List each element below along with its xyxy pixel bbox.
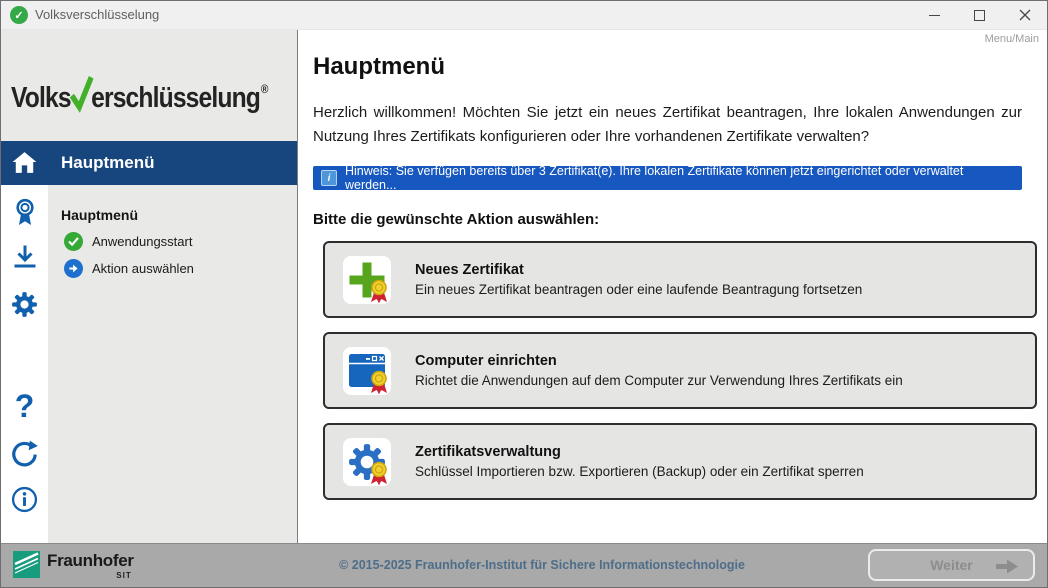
hint-info-icon: i (321, 170, 337, 186)
arrow-right-icon (995, 558, 1020, 575)
check-circle-icon (64, 232, 83, 251)
sidebar-header[interactable] (1, 141, 297, 185)
tree-item-aktion-auswaehlen[interactable] (64, 259, 194, 278)
logo-text-1: Volks (11, 82, 71, 114)
fraunhofer-logo-icon (13, 551, 40, 578)
settings-gear-icon[interactable] (1, 290, 48, 319)
titlebar (1, 1, 1047, 30)
arrow-circle-icon (64, 259, 83, 278)
seal-ribbon-icon (369, 461, 389, 486)
action-neues-zertifikat[interactable] (323, 241, 1037, 318)
hint-text: Hinweis: Sie verfügen bereits über 3 Zertifikat(e). Ihre lokalen Zertifikate können jetzt eingerichtet oder verwaltet werden... (345, 164, 964, 192)
page-title: Hauptmenü (313, 53, 445, 80)
seal-ribbon-icon (369, 370, 389, 395)
hint-banner (313, 166, 1022, 190)
info-icon[interactable] (1, 486, 48, 513)
window-title: Volksverschlüsselung (35, 7, 160, 22)
copyright-text: © 2015-2025 Fraunhofer-Institut für Sichere Informationstechnologie (339, 558, 745, 572)
certificate-gear-icon (343, 438, 391, 486)
app-logo (11, 73, 268, 121)
close-button[interactable] (1002, 1, 1047, 29)
action-text (415, 353, 903, 388)
minimize-icon (929, 15, 940, 16)
tree-title: Hauptmenü (61, 207, 138, 223)
sidebar-header-label: Hauptmenü (61, 153, 155, 172)
computer-window-icon (343, 347, 391, 395)
action-computer-einrichten[interactable] (323, 332, 1037, 409)
close-icon (1019, 9, 1031, 21)
action-text (415, 262, 862, 297)
action-title: Neues Zertifikat (415, 262, 524, 278)
icon-rail (1, 185, 48, 545)
maximize-icon (974, 10, 985, 21)
action-title: Computer einrichten (415, 353, 557, 369)
action-description: Richtet die Anwendungen auf dem Computer zur Verwendung Ihres Zertifikats ein (415, 373, 903, 388)
brand-sub: SIT (116, 571, 132, 580)
brand-name: Fraunhofer (47, 551, 134, 570)
tree-item-anwendungsstart[interactable] (64, 232, 192, 251)
breadcrumb: Menu/Main (984, 33, 1039, 45)
logo-registered-mark: ® (260, 82, 269, 96)
tree-item-label: Anwendungsstart (92, 234, 193, 249)
sidebar (1, 30, 297, 545)
tree-item-label: Aktion auswählen (92, 261, 194, 276)
refresh-icon[interactable] (1, 439, 48, 469)
action-title: Zertifikatsverwaltung (415, 444, 561, 460)
action-description: Schlüssel Importieren bzw. Exportieren (Backup) oder ein Zertifikat sperren (415, 464, 864, 479)
action-description: Ein neues Zertifikat beantragen oder eine laufende Beantragung fortsetzen (415, 282, 863, 297)
home-icon (11, 150, 38, 180)
minimize-button[interactable] (912, 1, 957, 29)
download-icon[interactable] (1, 243, 48, 271)
seal-ribbon-icon (369, 279, 389, 304)
help-question-icon[interactable]: ? (14, 388, 35, 424)
welcome-text: Herzlich willkommen! Möchten Sie jetzt ein neues Zertifikat beantragen, Ihre lokalen Anwendungen zur Nutzung Ihres Zertifikats konfigurieren oder Ihre vorhandenen Zertifikate verwalten? (313, 104, 1022, 145)
new-certificate-icon (343, 256, 391, 304)
window-controls (912, 1, 1047, 29)
maximize-button[interactable] (957, 1, 1002, 29)
weiter-button[interactable] (868, 549, 1035, 581)
nav-tree (48, 185, 297, 545)
weiter-label: Weiter (930, 557, 973, 573)
certificate-award-icon[interactable] (1, 197, 48, 227)
main-content (298, 30, 1047, 545)
action-text (415, 444, 864, 479)
app-logo-icon: ✓ (10, 6, 28, 24)
footer (1, 543, 1047, 587)
action-zertifikatsverwaltung[interactable] (323, 423, 1037, 500)
action-prompt: Bitte die gewünschte Aktion auswählen: (313, 211, 600, 228)
logo-text-2: erschlüsselung (91, 82, 261, 114)
